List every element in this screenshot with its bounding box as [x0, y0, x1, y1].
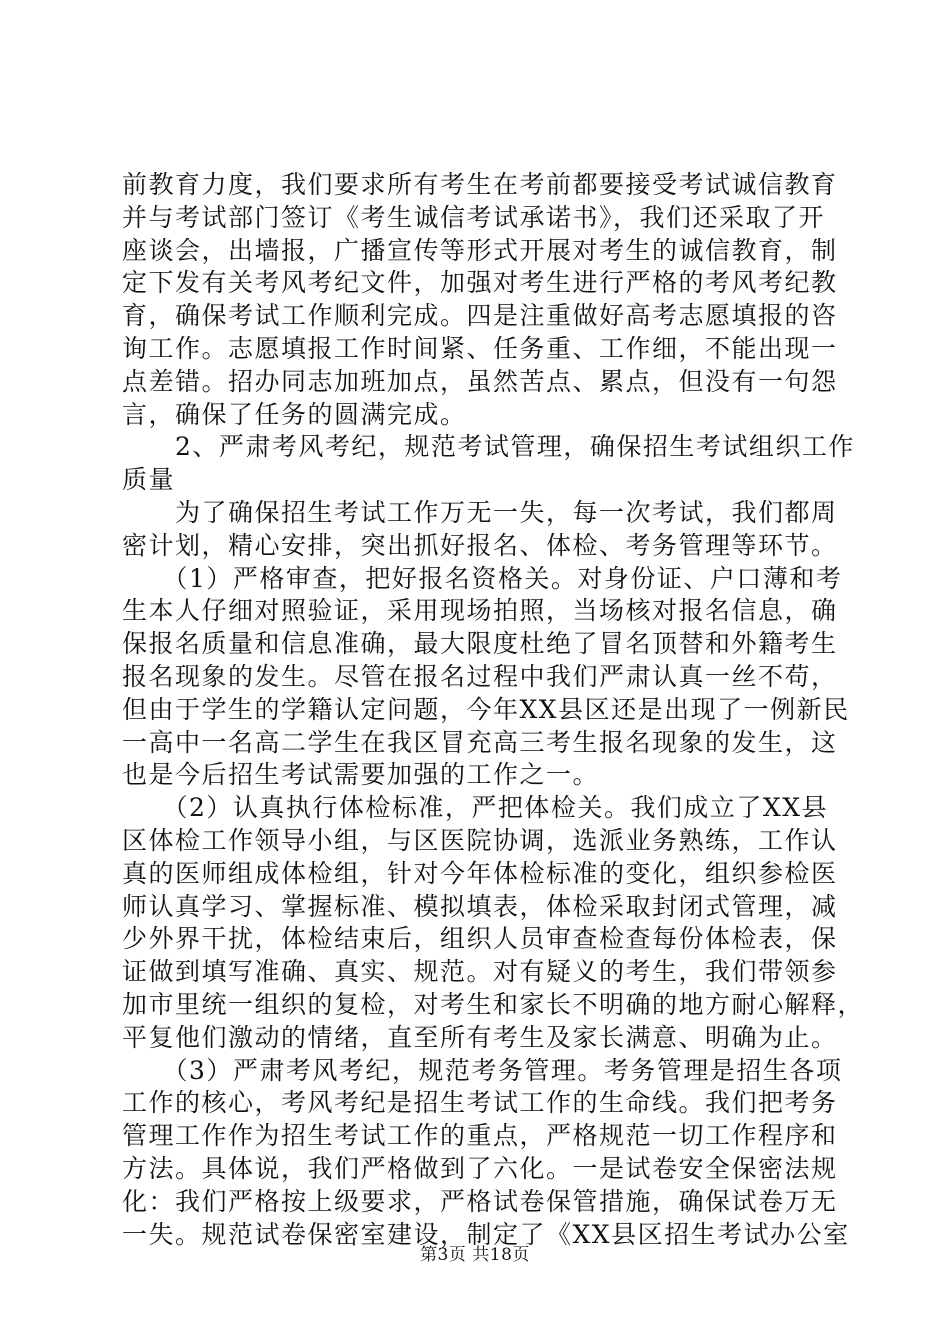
- text-line: （3）严肃考风考纪，规范考务管理。考务管理是招生各项: [122, 1055, 843, 1085]
- text-line: 并与考试部门签订《考生诚信考试承诺书》，我们还采取了开: [122, 202, 826, 232]
- text-line: 定下发有关考风考纪文件，加强对考生进行严格的考风考纪教: [122, 268, 838, 298]
- page-footer: 第3页 共18页: [420, 1245, 530, 1265]
- text-line: （2）认真执行体检标准，严把体检关。我们成立了XX县: [122, 793, 829, 823]
- text-line: 座谈会，出墙报，广播宣传等形式开展对考生的诚信教育，制: [122, 235, 838, 265]
- text-line: 密计划，精心安排，突出抓好报名、体检、考务管理等环节。: [122, 530, 838, 560]
- text-line: 也是今后招生考试需要加强的工作之一。: [122, 760, 600, 790]
- text-line: 生本人仔细对照验证，采用现场拍照，当场核对报名信息，确: [122, 596, 838, 626]
- text-line: 育，确保考试工作顺利完成。四是注重做好高考志愿填报的咨: [122, 301, 838, 331]
- text-line: 询工作。志愿填报工作时间紧、任务重、工作细，不能出现一: [122, 334, 838, 363]
- section-heading-line: 质量: [122, 465, 176, 495]
- text-line: 前教育力度，我们要求所有考生在考前都要接受考试诚信教育: [122, 170, 838, 199]
- text-line: 报名现象的发生。尽管在报名过程中我们严肃认真一丝不苟，: [122, 662, 838, 691]
- section-heading-line: 2、严肃考风考纪，规范考试管理，确保招生考试组织工作: [122, 432, 855, 462]
- text-line: 点差错。招办同志加班加点，虽然苦点、累点，但没有一句怨: [122, 366, 838, 396]
- text-line: 一高中一名高二学生在我区冒充高三考生报名现象的发生，这: [122, 727, 838, 757]
- text-line: 言，确保了任务的圆满完成。: [122, 399, 467, 429]
- text-line: 保报名质量和信息准确，最大限度杜绝了冒名顶替和外籍考生: [122, 629, 838, 659]
- text-line: 师认真学习、掌握标准、模拟填表，体检采取封闭式管理，减: [122, 891, 838, 921]
- text-line: 区体检工作领导小组，与区医院协调，选派业务熟练，工作认: [122, 826, 838, 855]
- text-line: 管理工作作为招生考试工作的重点，严格规范一切工作程序和: [122, 1121, 838, 1151]
- text-line: 平复他们激动的情绪，直至所有考生及家长满意、明确为止。: [122, 1022, 838, 1052]
- text-line: 化：我们严格按上级要求，严格试卷保管措施，确保试卷万无: [122, 1186, 838, 1216]
- text-line: 加市里统一组织的复检，对考生和家长不明确的地方耐心解释，: [122, 990, 865, 1019]
- text-line: 但由于学生的学籍认定问题，今年XX县区还是出现了一例新民: [122, 694, 850, 724]
- text-line: （1）严格审查，把好报名资格关。对身份证、户口薄和考: [122, 563, 843, 593]
- text-line: 为了确保招生考试工作万无一失，每一次考试，我们都周: [122, 498, 838, 527]
- text-line: 方法。具体说，我们严格做到了六化。一是试卷安全保密法规: [122, 1154, 838, 1183]
- text-line: 一失。规范试卷保密室建设，制定了《XX县区招生考试办公室: [122, 1219, 850, 1249]
- text-line: 真的医师组成体检组，针对今年体检标准的变化，组织参检医: [122, 858, 838, 888]
- text-line: 工作的核心，考风考纪是招生考试工作的生命线。我们把考务: [122, 1088, 838, 1118]
- text-line: 少外界干扰，体检结束后，组织人员审查检查每份体检表，保: [122, 924, 838, 954]
- text-line: 证做到填写准确、真实、规范。对有疑义的考生，我们带领参: [122, 957, 838, 987]
